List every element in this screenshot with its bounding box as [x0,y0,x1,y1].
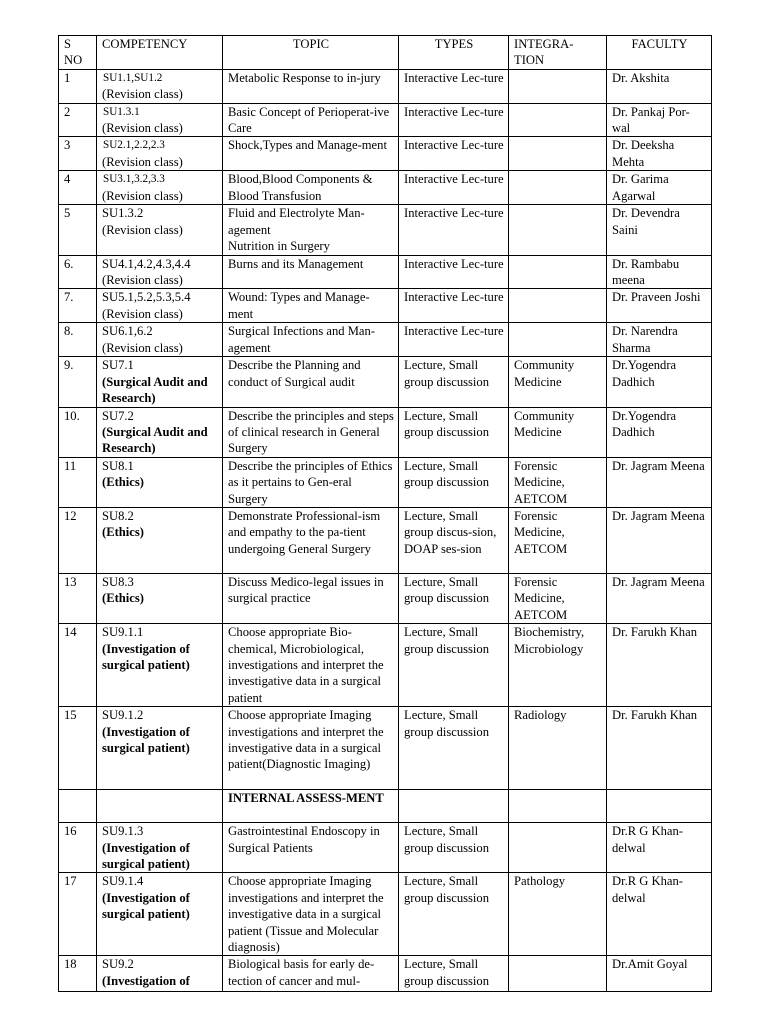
topic-text: Blood,Blood Components & Blood Transfusion [228,172,373,203]
competency-category: (Revision class) [102,222,183,237]
faculty-text: Dr. Farukh Khan [612,708,697,723]
competency-category: (Ethics) [102,525,144,540]
faculty-cell [607,823,712,873]
sno-cell [59,205,97,255]
integration-cell [509,573,607,623]
faculty-text: Dr. Farukh Khan [612,625,697,640]
integration-cell [509,171,607,205]
topic-text: Choose appropriate Imaging investigations and interpret the investigative data in a surgical patient(Diagnostic Imaging) [228,708,384,772]
table-row [59,457,712,507]
integration-cell [509,69,607,103]
faculty-text: Dr. Rambabu meena [612,256,680,288]
faculty-cell [607,790,712,823]
competency-category: (Ethics) [102,475,144,490]
sno-text: 5 [64,206,71,221]
table-body [59,69,712,992]
sno-cell [59,69,97,103]
competency-cell [97,357,223,407]
types-cell [399,573,509,623]
types-cell [399,790,509,823]
integration-text: Pathology [514,874,566,889]
types-text: Interactive Lec-ture [404,324,504,339]
sno-text: 11 [64,458,77,473]
types-text: Lecture, Small group discussion [404,458,490,490]
faculty-cell [607,573,712,623]
sno-cell [59,171,97,205]
integration-text: Community Medicine [514,408,575,439]
sno-text: 9. [64,358,74,373]
types-cell [399,823,509,873]
competency-code: SU1.3.1 [103,105,140,118]
table-row [59,707,712,790]
competency-cell [97,205,223,255]
competency-code: SU9.1.3 [102,824,144,839]
sno-cell [59,956,97,992]
integration-cell [509,823,607,873]
integration-cell [509,289,607,323]
header-integration: INTEGRA-TION [509,36,607,70]
topic-text: Metabolic Response to in-jury [228,70,381,85]
types-text: Lecture, Small group discussion [404,824,490,855]
sno-cell [59,103,97,137]
topic-text: Describe the principles and steps of clinical research in General Surgery [228,408,394,456]
topic-text: Wound: Types and Manage-ment [228,290,370,321]
topic-cell [223,823,399,873]
competency-cell [97,323,223,357]
competency-code: SU9.2 [102,957,134,972]
types-cell [399,171,509,205]
faculty-cell [607,956,712,992]
header-sno: S NO [59,36,97,70]
competency-code: SU7.2 [102,408,134,423]
table-row [59,873,712,956]
faculty-cell [607,69,712,103]
topic-text: Discuss Medico-legal issues in surgical practice [228,574,384,606]
sno-text: 12 [64,508,77,523]
table-row [59,573,712,623]
sno-cell [59,790,97,823]
sno-text: 8. [64,324,74,339]
faculty-cell [607,707,712,790]
competency-category: (Investigation of [102,973,190,988]
topic-cell [223,507,399,573]
competency-cell [97,823,223,873]
competency-code: SU4.1,4.2,4.3,4.4 [102,256,191,271]
sno-text: 18 [64,957,77,972]
integration-text: Forensic Medicine, AETCOM [514,574,568,622]
types-cell [399,707,509,790]
faculty-cell [607,289,712,323]
faculty-text: Dr.Yogendra Dadhich [612,408,677,439]
faculty-cell [607,137,712,171]
faculty-text: Dr.Yogendra Dadhich [612,358,677,389]
types-text: Lecture, Small group discussion [404,625,490,656]
topic-text: Fluid and Electrolyte Man-agement [228,206,365,237]
sno-cell [59,823,97,873]
sno-cell [59,255,97,289]
topic-text: Gastrointestinal Endoscopy in Surgical Patients [228,824,380,855]
integration-cell [509,103,607,137]
integration-text: Biochemistry, Microbiology [514,625,585,656]
sno-text: 4 [64,172,71,187]
sno-cell [59,507,97,573]
integration-cell [509,956,607,992]
types-text: Lecture, Small group discussion [404,574,490,606]
topic-cell [223,457,399,507]
sno-text: 7. [64,290,74,305]
sno-text: 13 [64,574,77,589]
header-topic: TOPIC [223,36,399,70]
types-cell [399,357,509,407]
competency-cell [97,790,223,823]
competency-code: SU8.2 [102,508,134,523]
types-cell [399,255,509,289]
types-text: Lecture, Small group discussion [404,708,490,739]
sno-text: 6. [64,256,74,271]
integration-cell [509,323,607,357]
faculty-cell [607,407,712,457]
types-text: Interactive Lec-ture [404,206,504,221]
competency-category: (Ethics) [102,591,144,606]
table-row [59,823,712,873]
sno-text: 2 [64,104,71,119]
competency-category: (Revision class) [102,121,183,136]
competency-cell [97,873,223,956]
topic-cell [223,255,399,289]
types-text: Interactive Lec-ture [404,256,504,271]
table-row [59,137,712,171]
topic-cell [223,873,399,956]
types-text: Interactive Lec-ture [404,290,504,305]
types-cell [399,624,509,707]
faculty-cell [607,507,712,573]
table-row [59,357,712,407]
header-competency: COMPETENCY [97,36,223,70]
topic-cell [223,573,399,623]
faculty-cell [607,873,712,956]
topic-text: Surgical Infections and Man-agement [228,324,376,355]
sno-text: 15 [64,708,77,723]
types-cell [399,956,509,992]
topic-cell [223,790,399,823]
integration-text: Radiology [514,708,567,723]
types-text: Lecture, Small group discussion [404,408,490,439]
faculty-text: Dr. Deeksha Mehta [612,138,675,169]
schedule-table [58,35,712,992]
integration-cell [509,137,607,171]
faculty-cell [607,205,712,255]
types-cell [399,289,509,323]
competency-cell [97,573,223,623]
table-row [59,171,712,205]
faculty-text: Dr. Pankaj Por-wal [612,104,690,136]
competency-cell [97,103,223,137]
integration-cell [509,255,607,289]
topic-cell [223,357,399,407]
faculty-cell [607,103,712,137]
sno-text: 16 [64,824,77,839]
sno-cell [59,323,97,357]
topic-cell [223,69,399,103]
competency-code: SU2.1,2.2,2.3 [103,139,165,152]
integration-cell [509,407,607,457]
sno-cell [59,873,97,956]
faculty-cell [607,457,712,507]
types-text: Lecture, Small group discussion [404,957,490,988]
topic-text: INTERNAL ASSESS-MENT [228,791,384,806]
sno-text: 14 [64,625,77,640]
topic-text: Demonstrate Professional-ism and empathy to the pa-tient undergoing General Surgery [228,508,381,556]
header-row [59,36,712,70]
topic-cell [223,707,399,790]
faculty-cell [607,323,712,357]
topic-cell [223,205,399,255]
faculty-cell [607,171,712,205]
competency-category: (Surgical Audit and Research) [102,424,208,456]
types-text: Lecture, Small group discussion [404,874,490,905]
topic-text: Describe the Planning and conduct of Surgical audit [228,358,361,389]
competency-code: SU8.3 [102,574,134,589]
header-faculty: FACULTY [607,36,712,70]
types-cell [399,873,509,956]
competency-code: SU3.1,3.2,3.3 [103,173,165,186]
integration-cell [509,205,607,255]
faculty-text: Dr. Narendra Sharma [612,324,678,355]
topic-text: Choose appropriate Imaging investigations and interpret the investigative data in a surgical patient (Tissue and Molecular diagnosis) [228,874,384,955]
competency-category: (Revision class) [102,188,183,203]
competency-cell [97,956,223,992]
competency-category: (Investigation of surgical patient) [102,840,190,871]
integration-text: Forensic Medicine, AETCOM [514,508,568,556]
faculty-cell [607,624,712,707]
topic-text-extra: Nutrition in Surgery [228,239,330,254]
competency-cell [97,171,223,205]
types-text: Interactive Lec-ture [404,104,504,119]
competency-cell [97,707,223,790]
faculty-text: Dr.R G Khan-delwal [612,824,684,855]
faculty-text: Dr.Amit Goyal [612,957,688,972]
topic-cell [223,289,399,323]
competency-category: (Revision class) [102,306,183,321]
topic-cell [223,171,399,205]
table-row [59,69,712,103]
sno-cell [59,573,97,623]
faculty-cell [607,255,712,289]
types-text: Lecture, Small group discussion [404,358,490,389]
integration-cell [509,457,607,507]
integration-cell [509,357,607,407]
competency-cell [97,137,223,171]
sno-cell [59,407,97,457]
faculty-text: Dr. Jagram Meena [612,508,705,523]
competency-category: (Investigation of surgical patient) [102,724,190,755]
header-types: TYPES [399,36,509,70]
topic-text: Describe the principles of Ethics as it pertains to Gen-eral Surgery [228,458,393,506]
topic-text: Basic Concept of Perioperat-ive Care [228,104,390,136]
faculty-text: Dr. Jagram Meena [612,574,705,589]
competency-code: SU8.1 [102,458,134,473]
competency-cell [97,624,223,707]
table-row [59,407,712,457]
competency-cell [97,457,223,507]
table-row [59,255,712,289]
faculty-text: Dr. Jagram Meena [612,458,705,473]
competency-category: (Surgical Audit and Research) [102,374,208,406]
topic-text: Shock,Types and Manage-ment [228,138,387,153]
topic-cell [223,323,399,357]
table-row [59,323,712,357]
sno-cell [59,357,97,407]
types-cell [399,69,509,103]
faculty-text: Dr.R G Khan-delwal [612,874,684,905]
competency-category: (Revision class) [102,340,183,355]
topic-cell [223,407,399,457]
sno-cell [59,707,97,790]
topic-cell [223,624,399,707]
types-cell [399,457,509,507]
competency-cell [97,507,223,573]
competency-code: SU6.1,6.2 [102,324,153,339]
sno-cell [59,137,97,171]
types-text: Interactive Lec-ture [404,172,504,187]
competency-cell [97,255,223,289]
competency-code: SU1.1,SU1.2 [103,71,163,84]
integration-cell [509,707,607,790]
competency-category: (Revision class) [102,273,183,288]
topic-cell [223,956,399,992]
faculty-text: Dr. Devendra Saini [612,206,680,237]
table-row [59,289,712,323]
competency-code: SU9.1.4 [102,874,144,889]
types-text: Interactive Lec-ture [404,70,504,85]
sno-cell [59,289,97,323]
integration-text: Community Medicine [514,358,575,389]
integration-cell [509,873,607,956]
topic-text: Burns and its Management [228,256,364,271]
integration-cell [509,790,607,823]
topic-text: Biological basis for early de-tection of cancer and mul- [228,957,375,988]
types-cell [399,323,509,357]
table-row [59,205,712,255]
types-cell [399,103,509,137]
sno-text: 17 [64,874,77,889]
competency-code: SU9.1.2 [102,708,144,723]
integration-text: Forensic Medicine, AETCOM [514,458,568,506]
types-cell [399,507,509,573]
types-cell [399,205,509,255]
competency-code: SU9.1.1 [102,625,144,640]
topic-text: Choose appropriate Bio-chemical, Microbiological, investigations and interpret the investigative data in a surgical patient [228,625,384,705]
competency-code: SU5.1,5.2,5.3,5.4 [102,290,191,305]
table-row [59,103,712,137]
types-text: Interactive Lec-ture [404,138,504,153]
faculty-text: Dr. Garima Agarwal [612,172,669,203]
types-cell [399,137,509,171]
sno-text: 10. [64,408,80,423]
table-row [59,624,712,707]
sno-text: 1 [64,70,71,85]
competency-cell [97,407,223,457]
competency-code: SU1.3.2 [102,206,144,221]
types-text: Lecture, Small group discus-sion, DOAP ses-sion [404,508,497,556]
sno-cell [59,457,97,507]
sno-cell [59,624,97,707]
competency-cell [97,289,223,323]
topic-cell [223,103,399,137]
competency-cell [97,69,223,103]
faculty-text: Dr. Akshita [612,70,670,85]
sno-text: 3 [64,138,71,153]
faculty-text: Dr. Praveen Joshi [612,290,701,305]
faculty-cell [607,357,712,407]
integration-cell [509,624,607,707]
competency-category: (Investigation of surgical patient) [102,890,190,922]
topic-cell [223,137,399,171]
integration-cell [509,507,607,573]
table-row [59,790,712,823]
table-row [59,507,712,573]
competency-code: SU7.1 [102,358,134,373]
competency-category: (Revision class) [102,87,183,102]
competency-category: (Revision class) [102,154,183,169]
types-cell [399,407,509,457]
competency-category: (Investigation of surgical patient) [102,641,190,672]
table-row [59,956,712,992]
